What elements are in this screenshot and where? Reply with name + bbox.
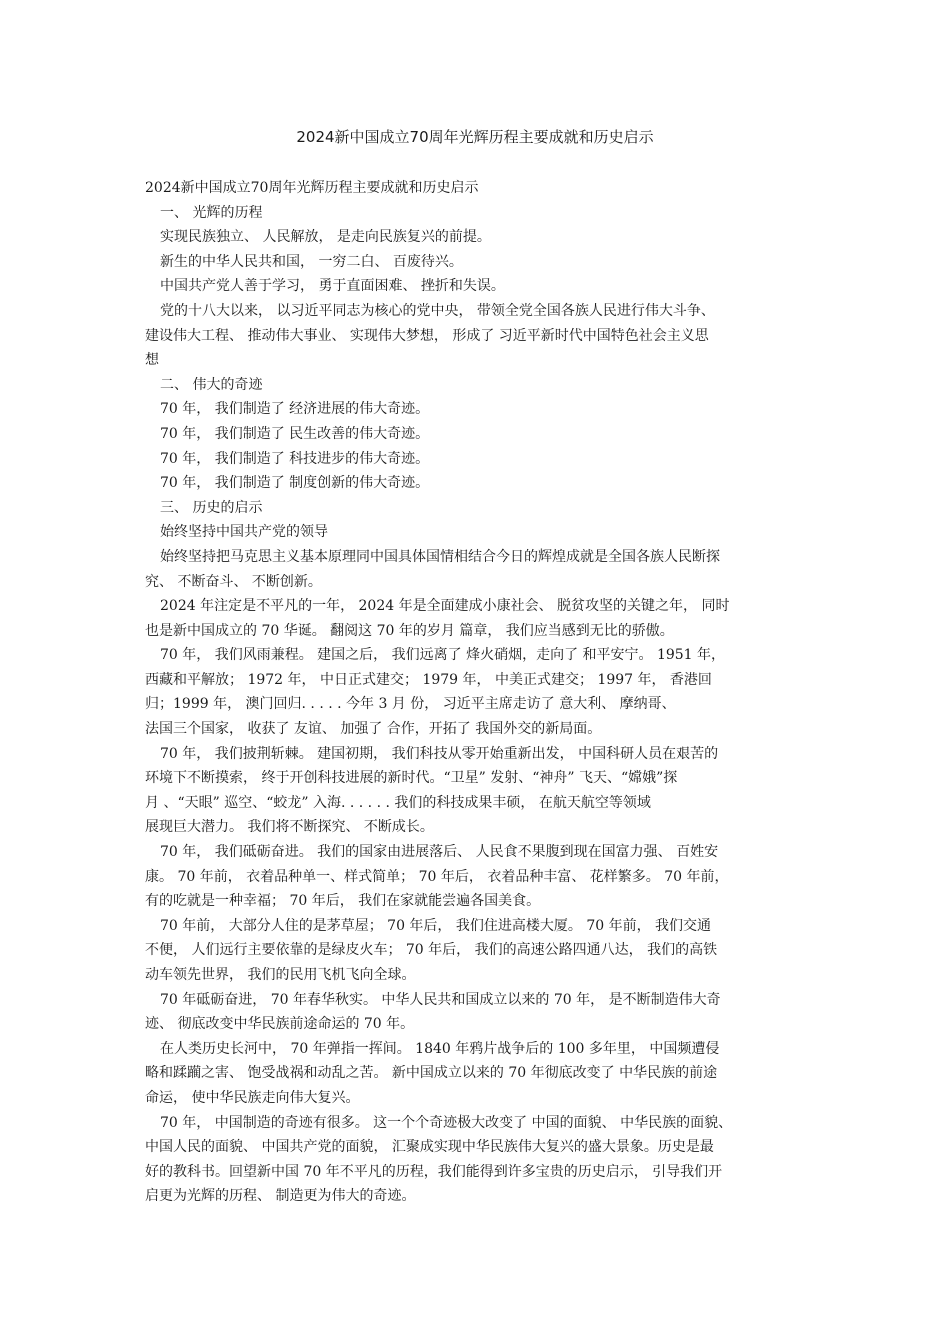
text-line: 好的教科书。回望新中国 70 年不平凡的历程，我们能得到许多宝贵的历史启示， 引导我们开 bbox=[145, 1163, 723, 1180]
text-line: 归；1999 年， 澳门回归. . . . . 今年 3 月 份， 习近平主席走访了 意大利、 摩纳哥、 bbox=[145, 696, 676, 713]
text-line: 中国共产党人善于学习， 勇于直面困难、 挫折和失误。 bbox=[160, 278, 505, 295]
text-line: 想 bbox=[145, 352, 159, 369]
text-line: 月 、“天眼” 巡空、“蛟龙” 入海. . . . . . 我们的科技成果丰硕， 在航天航空等领域 bbox=[145, 794, 651, 811]
text-line: 展现巨大潜力。 我们将不断探究、 不断成长。 bbox=[145, 819, 434, 836]
text-line: 2024新中国成立70周年光辉历程主要成就和历史启示 bbox=[145, 180, 479, 196]
text-line: 70 年， 我们砥砺奋进。 我们的国家由进展落后、 人民食不果腹到现在国富力强、 百姓安 bbox=[160, 844, 719, 861]
text-line: 党的十八大以来， 以习近平同志为核心的党中央， 带领全党全国各族人民进行伟大斗争、 bbox=[160, 302, 715, 319]
text-line: 环境下不断摸索， 终于开创科技进展的新时代。“卫星” 发射、“神舟” 飞天、“嫦娥”探 bbox=[145, 770, 678, 787]
text-line: 究、 不断奋斗、 不断创新。 bbox=[145, 573, 322, 590]
text-line: 西藏和平解放； 1972 年， 中日正式建交； 1979 年， 中美正式建交； 1997 年， 香港回 bbox=[145, 671, 712, 688]
text-line: 建设伟大工程、 推动伟大事业、 实现伟大梦想， 形成了 习近平新时代中国特色社会主义思 bbox=[145, 327, 709, 344]
text-line: 70 年， 我们制造了 经济进展的伟大奇迹。 bbox=[160, 401, 430, 418]
text-line: 始终坚持把马克思主义基本原理同中国具体国情相结合今日的辉煌成就是全国各族人民断探 bbox=[160, 548, 720, 565]
text-line: 始终坚持中国共产党的领导 bbox=[160, 524, 328, 541]
text-line: 70 年砥砺奋进， 70 年春华秋实。 中华人民共和国成立以来的 70 年， 是不断制造伟大奇 bbox=[160, 991, 721, 1008]
text-line: 迹、 彻底改变中华民族前途命运的 70 年。 bbox=[145, 1016, 415, 1033]
text-line: 康。 70 年前， 衣着品种单一、样式简单； 70 年后， 衣着品种丰富、 花样繁多。 70 年前， bbox=[145, 868, 729, 885]
text-line: 略和蹂躏之害、 饱受战祸和动乱之苦。 新中国成立以来的 70 年彻底改变了 中华民族的前途 bbox=[145, 1065, 718, 1082]
text-line: 70 年， 我们风雨兼程。 建国之后， 我们远离了 烽火硝烟，走向了 和平安宁。 1951 年， bbox=[160, 647, 726, 664]
text-line: 也是新中国成立的 70 华诞。 翻阅这 70 年的岁月 篇章， 我们应当感到无比的骄傲。 bbox=[145, 622, 674, 639]
text-line: 实现民族独立、 人民解放， 是走向民族复兴的前提。 bbox=[160, 229, 491, 246]
document-body bbox=[145, 176, 817, 1209]
text-line: 中国人民的面貌、 中国共产党的面貌， 汇聚成实现中华民族伟大复兴的盛大景象。历史是最 bbox=[145, 1139, 714, 1156]
text-line: 动车领先世界， 我们的民用飞机飞向全球。 bbox=[145, 967, 416, 983]
text-line: 命运， 使中华民族走向伟大复兴。 bbox=[145, 1089, 360, 1106]
text-line: 70 年， 中国制造的奇迹有很多。 这一个个奇迹极大改变了 中国的面貌、 中华民族的面貌、 bbox=[160, 1114, 733, 1131]
text-line: 二、 伟大的奇迹 bbox=[160, 376, 263, 393]
text-line: 70 年， 我们制造了 制度创新的伟大奇迹。 bbox=[160, 475, 430, 492]
text-line: 70 年， 我们制造了 民生改善的伟大奇迹。 bbox=[160, 425, 430, 442]
text-line: 一、 光辉的历程 bbox=[160, 204, 263, 221]
text-line: 70 年， 我们制造了 科技进步的伟大奇迹。 bbox=[160, 450, 430, 467]
text-line: 三、 历史的启示 bbox=[160, 499, 263, 516]
text-line: 不便， 人们远行主要依靠的是绿皮火车； 70 年后， 我们的高速公路四通八达， 我们的高铁 bbox=[145, 942, 718, 959]
text-line: 70 年， 我们披荆斩棘。 建国初期， 我们科技从零开始重新出发， 中国科研人员在艰苦的 bbox=[160, 745, 719, 762]
text-line: 在人类历史长河中， 70 年弹指一挥间。 1840 年鸦片战争后的 100 多年里， 中国频遭侵 bbox=[160, 1040, 720, 1057]
text-line: 法国三个国家， 收获了 友谊、 加强了 合作，开拓了 我国外交的新局面。 bbox=[145, 721, 602, 738]
text-line: 70 年前， 大部分人住的是茅草屋； 70 年后， 我们住进高楼大厦。 70 年前， 我们交通 bbox=[160, 917, 712, 934]
text-line: 有的吃就是一种幸福； 70 年后， 我们在家就能尝遍各国美食。 bbox=[145, 893, 541, 910]
text-line: 2024 年注定是不平凡的一年， 2024 年是全面建成小康社会、 脱贫攻坚的关键之年， 同时 bbox=[160, 598, 730, 615]
text-line: 新生的中华人民共和国， 一穷二白、 百废待兴。 bbox=[160, 253, 463, 270]
text-line: 启更为光辉的历程、 制造更为伟大的奇迹。 bbox=[145, 1188, 416, 1205]
document-title: 2024新中国成立70周年光辉历程主要成就和历史启示 bbox=[296, 128, 654, 146]
